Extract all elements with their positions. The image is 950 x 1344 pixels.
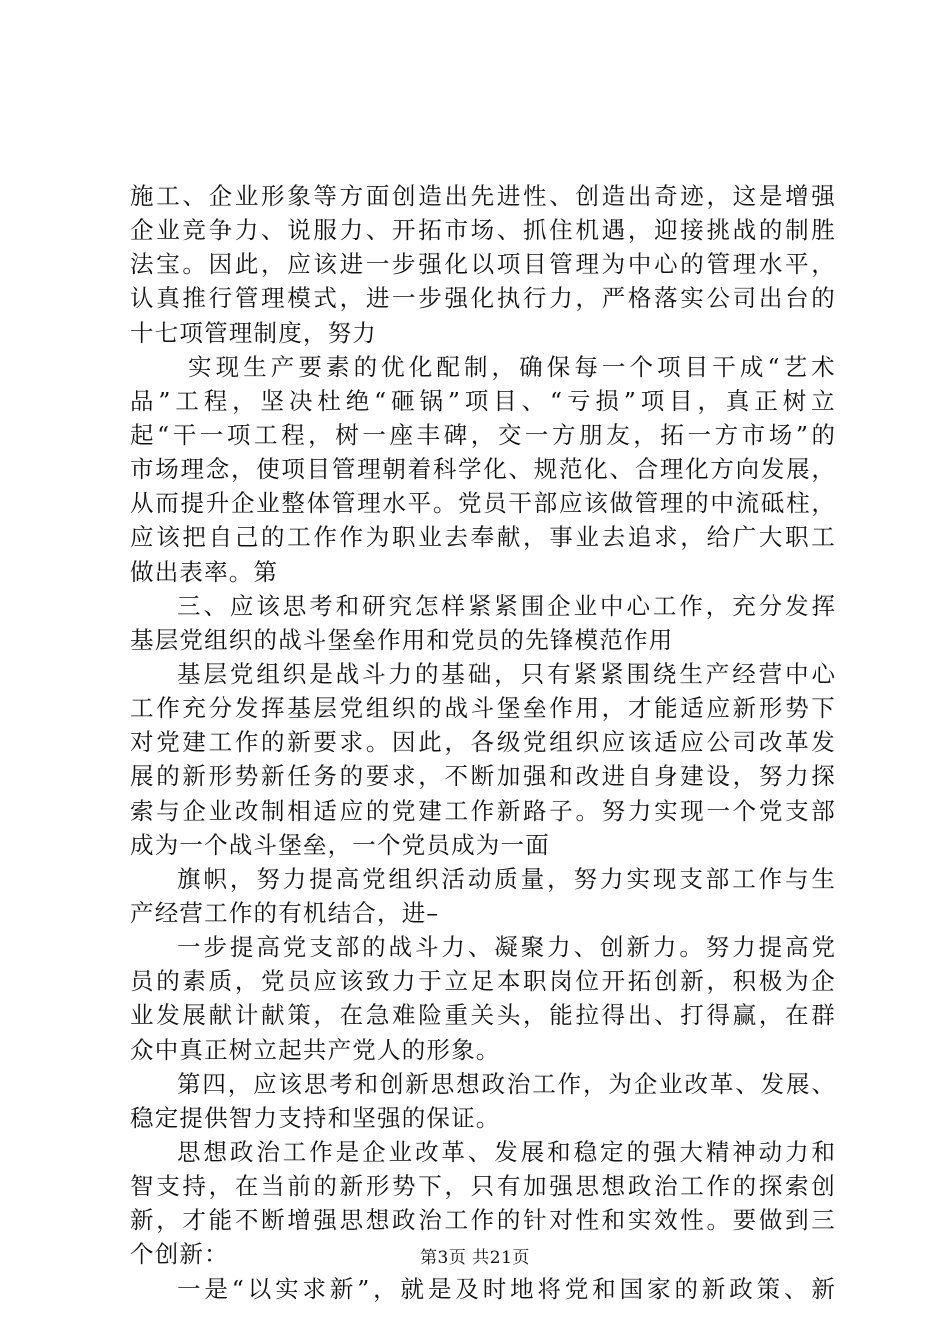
text-line: 应 该 把 自 己 的 工 作 作 为 职 业 去 奉 献 ， 事 业 去 追 求 ， 给 广 大 职 工 — [130, 523, 835, 552]
text-line: 市 场 理 念 ， 使 项 目 管 理 朝 着 科 学 化 、 规 范 化 、 合 理 化 方 向 发 展 ， — [130, 455, 835, 484]
text-line: 第 四 ， 应 该 思 考 和 创 新 思 想 政 治 工 作 ， 为 企 业 改 革 、 发 展 、 — [177, 1069, 835, 1098]
text-line: 从 而 提 升 企 业 整 体 管 理 水 平 。 党 员 干 部 应 该 做 管 理 的 中 流 砥 柱 ， — [130, 489, 835, 518]
text-line: 索 与 企 业 改 制 相 适 应 的 党 建 工 作 新 路 子 。 努 力 实 现 一 个 党 支 部 — [130, 796, 835, 825]
document-body — [130, 179, 835, 1306]
text-line: 施 工 、 企 业 形 象 等 方 面 创 造 出 先 进 性 、 创 造 出 奇 迹 ， 这 是 增 强 — [130, 182, 835, 210]
text-line: 企 业 竞 争 力 、 说 服 力 、 开 拓 市 场 、 抓 住 机 遇 ， 迎 接 挑 战 的 制 胜 — [130, 216, 835, 245]
text-line: 稳定提供智力支持和坚强的保证。 — [130, 1103, 501, 1132]
text-line: 展 的 新 形 势 新 任 务 的 要 求 ， 不 断 加 强 和 改 进 自 身 建 设 ， 努 力 探 — [130, 762, 835, 791]
text-line: 起 “ 干 一 项 工 程 ， 树 一 座 丰 碑 ， 交 一 方 朋 友 ， 拓 一 方 市 场 ” 的 — [130, 420, 835, 449]
text-line: 智 支 持 ， 在 当 前 的 新 形 势 下 ， 只 有 加 强 思 想 政 治 工 作 的 探 索 创 — [130, 1172, 835, 1201]
text-line: 个创新： — [130, 1240, 229, 1269]
text-line: 新 ， 才 能 不 断 增 强 思 想 政 治 工 作 的 针 对 性 和 实 效 性 。 要 做 到 三 — [130, 1206, 835, 1235]
text-line: 十七项管理制度，努力 — [130, 318, 377, 347]
text-line: 品 ” 工 程 ， 坚 决 杜 绝 “ 砸 锅 ” 项 目 、 “ 亏 损 ” 项 目 ， 真 正 树 立 — [130, 386, 835, 415]
text-line: 员 的 素 质 ， 党 员 应 该 致 力 于 立 足 本 职 岗 位 开 拓 创 新 ， 积 极 为 企 — [130, 967, 835, 996]
text-line: 一 步 提 高 党 支 部 的 战 斗 力 、 凝 聚 力 、 创 新 力 。 努 力 提 高 党 — [177, 933, 835, 962]
text-line: 众中真正树立起共产党人的形象。 — [130, 1035, 501, 1064]
page-footer: 第3页 共21页 — [420, 1248, 530, 1268]
text-line: 思 想 政 治 工 作 是 企 业 改 革 、 发 展 和 稳 定 的 强 大 精 神 动 力 和 — [177, 1137, 835, 1166]
text-line: 产经营工作的有机结合，进– — [130, 898, 440, 927]
text-line: 一 是 “ 以 实 求 新 ” ， 就 是 及 时 地 将 党 和 国 家 的 新 政 策 、 新 — [177, 1274, 835, 1303]
text-line: 认 真 推 行 管 理 模 式 ， 进 一 步 强 化 执 行 力 ， 严 格 落 实 公 司 出 台 的 — [130, 284, 835, 313]
text-line: 成为一个战斗堡垒，一个党员成为一面 — [130, 830, 550, 859]
text-line: 三 、 应 该 思 考 和 研 究 怎 样 紧 紧 围 企 业 中 心 工 作 ， 充 分 发 挥 — [177, 591, 835, 620]
text-line: 基层党组织的战斗堡垒作用和党员的先锋模范作用 — [130, 625, 674, 654]
text-line: 工 作 充 分 发 挥 基 层 党 组 织 的 战 斗 堡 垒 作 用 ， 才 能 适 应 新 形 势 下 — [130, 694, 835, 723]
text-line: 业 发 展 献 计 献 策 ， 在 急 难 险 重 关 头 ， 能 拉 得 出 、 打 得 赢 ， 在 群 — [130, 1001, 835, 1030]
text-line: 法 宝 。 因 此 ， 应 该 进 一 步 强 化 以 项 目 管 理 为 中 心 的 管 理 水 平 ， — [130, 250, 835, 279]
text-line: 做出表率。第 — [130, 557, 279, 586]
text-line: 对 党 建 工 作 的 新 要 求 。 因 此 ， 各 级 党 组 织 应 该 适 应 公 司 改 革 发 — [130, 728, 835, 757]
text-line: 基 层 党 组 织 是 战 斗 力 的 基 础 ， 只 有 紧 紧 围 绕 生 产 经 营 中 心 — [177, 659, 835, 688]
text-line: 实 现 生 产 要 素 的 优 化 配 制 ， 确 保 每 一 个 项 目 干 成 “ 艺 术 — [188, 352, 835, 381]
text-line: 旗 帜 ， 努 力 提 高 党 组 织 活 动 质 量 ， 努 力 实 现 支 部 工 作 与 生 — [177, 864, 835, 893]
